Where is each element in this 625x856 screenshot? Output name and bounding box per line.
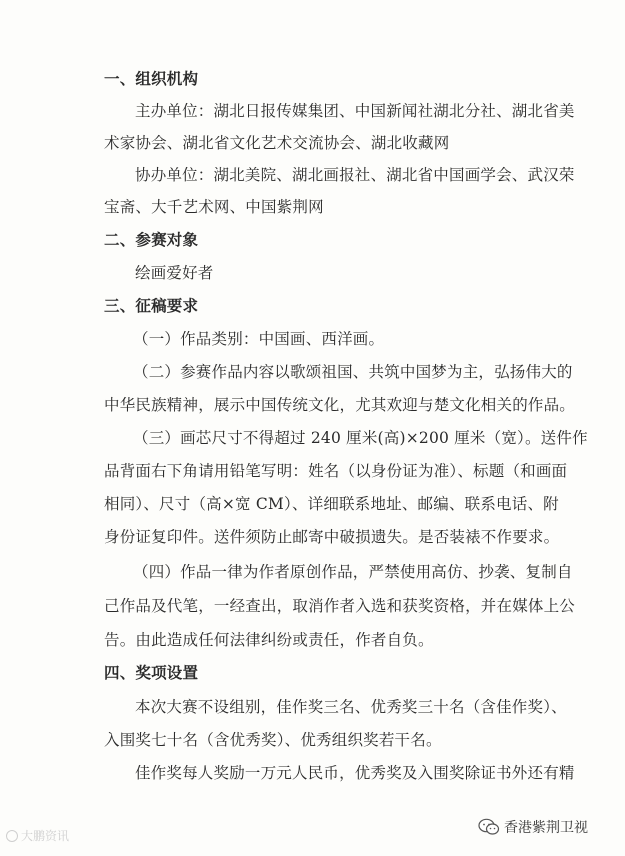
paragraph-line: 入围奖七十名（含优秀奖）、优秀组织奖若干名。 <box>104 731 442 749</box>
watermark-left-text: 大鹏资讯 <box>21 829 70 843</box>
paragraph-line: （一）作品类别：中国画、西洋画。 <box>133 330 385 348</box>
paragraph-line: 术家协会、湖北省文化艺术交流协会、湖北收藏网 <box>104 134 450 152</box>
paragraph-line: 相同）、尺寸（高×宽 CM）、详细联系地址、邮编、联系电话、附 <box>104 495 559 513</box>
watermark-right-text: 香港紫荆卫视 <box>504 820 588 836</box>
section-heading-requirements: 三、征稿要求 <box>104 297 199 315</box>
paragraph-line: 佳作奖每人奖励一万元人民币，优秀奖及入围奖除证书外还有精 <box>135 764 575 782</box>
paragraph-line: 宝斋、大千艺术网、中国紫荆网 <box>104 198 324 216</box>
paragraph-line: 协办单位：湖北美院、湖北画报社、湖北省中国画学会、武汉荣 <box>135 166 575 184</box>
paragraph-line: （四）作品一律为作者原创作品，严禁使用高仿、抄袭、复制自 <box>133 563 573 581</box>
paragraph-line: 告。由此造成任何法律纠纷或责任，作者自负。 <box>104 631 434 649</box>
paragraph-line: （二）参赛作品内容以歌颂祖国、共筑中国梦为主，弘扬伟大的 <box>133 363 573 381</box>
watermark-left <box>6 827 69 844</box>
paragraph-line: 身份证复印件。送件须防止邮寄中破损遗失。是否装裱不作要求。 <box>104 528 560 546</box>
watermark-right <box>478 817 588 837</box>
paragraph-line: 本次大赛不设组别，佳作奖三名、优秀奖三十名（含佳作奖）、 <box>135 698 567 716</box>
paragraph-line: （三）画芯尺寸不得超过 240 厘米(高)×200 厘米（宽）。送件作 <box>133 429 588 447</box>
wechat-icon <box>478 818 500 836</box>
paragraph-line: 中华民族精神，展示中国传统文化，尤其欢迎与楚文化相关的作品。 <box>104 396 576 414</box>
paragraph-line: 己作品及代笔，一经查出，取消作者入选和获奖资格，并在媒体上公 <box>104 597 576 615</box>
paragraph-line: 绘画爱好者 <box>135 264 214 282</box>
paragraph-line: 品背面右下角请用铅笔写明：姓名（以身份证为准）、标题（和画面 <box>104 462 568 480</box>
section-heading-awards: 四、奖项设置 <box>104 664 199 682</box>
section-heading-organization: 一、组织机构 <box>104 70 199 88</box>
paragraph-line: 主办单位：湖北日报传媒集团、中国新闻社湖北分社、湖北省美 <box>135 102 575 120</box>
circle-icon <box>6 830 18 842</box>
section-heading-participants: 二、参赛对象 <box>104 231 199 249</box>
